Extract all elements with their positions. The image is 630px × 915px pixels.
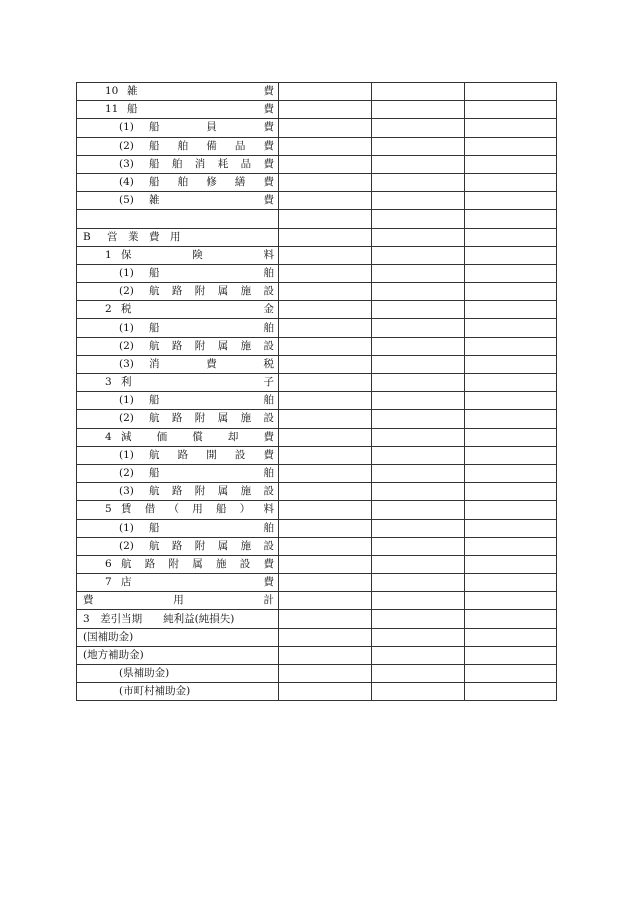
value-cell[interactable]	[465, 574, 557, 592]
value-cell[interactable]	[372, 246, 465, 264]
item-number: (1)	[119, 448, 134, 461]
value-cell[interactable]	[465, 301, 557, 319]
row-label-cell	[77, 537, 279, 555]
value-cell[interactable]	[372, 501, 465, 519]
table-row	[77, 155, 557, 173]
value-cell[interactable]	[372, 592, 465, 610]
item-label: 保険料	[121, 248, 274, 261]
value-cell[interactable]	[372, 374, 465, 392]
value-cell[interactable]	[465, 392, 557, 410]
table-row	[77, 264, 557, 282]
item-label: 航路附属施設	[149, 285, 274, 298]
item-number: (3)	[119, 357, 134, 370]
value-cell[interactable]	[279, 137, 372, 155]
table-row	[77, 137, 557, 155]
spacer-cell	[279, 210, 372, 228]
item-label: 船舶修繕費	[149, 176, 274, 189]
item-label: 航路開設費	[149, 448, 274, 461]
value-cell[interactable]	[465, 683, 557, 701]
row-label-cell	[77, 483, 279, 501]
row-label-cell	[77, 519, 279, 537]
value-cell[interactable]	[372, 555, 465, 573]
value-cell[interactable]	[465, 228, 557, 246]
item-number: (2)	[119, 285, 134, 298]
item-label: 船舶	[149, 394, 274, 407]
section-number: B	[83, 230, 91, 243]
value-cell[interactable]	[279, 628, 372, 646]
table-row	[77, 173, 557, 191]
value-cell[interactable]	[465, 155, 557, 173]
item-number: (1)	[119, 266, 134, 279]
item-number: 5	[105, 503, 112, 516]
item-label: 船員費	[149, 121, 274, 134]
item-label: 利子	[121, 376, 274, 389]
subsidy-row	[77, 628, 557, 646]
value-cell[interactable]	[279, 665, 372, 683]
section-label: 営 業 費 用	[107, 230, 181, 243]
item-label: 船舶	[149, 266, 274, 279]
subsidy-municipal-label: (市町村補助金)	[119, 685, 191, 698]
balance-label: 3 差引当期 純利益(純損失)	[83, 612, 235, 625]
table-row	[77, 283, 557, 301]
value-cell[interactable]	[279, 610, 372, 628]
value-cell[interactable]	[372, 446, 465, 464]
item-label: 税金	[121, 303, 274, 316]
subsidy-label-cell	[77, 628, 279, 646]
value-cell[interactable]	[279, 464, 372, 482]
value-cell[interactable]	[465, 355, 557, 373]
item-label: 船舶	[149, 467, 274, 480]
row-label-cell	[77, 337, 279, 355]
item-number: (2)	[119, 467, 134, 480]
spacer-row	[77, 210, 557, 228]
row-label-cell	[77, 101, 279, 119]
value-cell[interactable]	[279, 646, 372, 664]
value-cell[interactable]	[465, 537, 557, 555]
value-cell[interactable]	[279, 228, 372, 246]
row-label-cell	[77, 319, 279, 337]
value-cell[interactable]	[465, 192, 557, 210]
subsidy-label-cell	[77, 646, 279, 664]
value-cell[interactable]	[279, 392, 372, 410]
subsidy-row	[77, 683, 557, 701]
value-cell[interactable]	[465, 501, 557, 519]
item-number: (2)	[119, 139, 134, 152]
value-cell[interactable]	[465, 628, 557, 646]
subsidy-row	[77, 665, 557, 683]
value-cell[interactable]	[372, 173, 465, 191]
value-cell[interactable]	[279, 283, 372, 301]
item-label: 航路附属施設	[149, 539, 274, 552]
value-cell[interactable]	[372, 283, 465, 301]
value-cell[interactable]	[279, 574, 372, 592]
table-row	[77, 483, 557, 501]
row-label-cell	[77, 264, 279, 282]
value-cell[interactable]	[465, 374, 557, 392]
value-cell[interactable]	[279, 410, 372, 428]
value-cell[interactable]	[465, 173, 557, 191]
row-label-cell	[77, 301, 279, 319]
value-cell[interactable]	[279, 173, 372, 191]
item-label: 雑費	[149, 194, 274, 207]
table-row	[77, 355, 557, 373]
total-label: 費用計	[83, 594, 274, 607]
value-cell[interactable]	[465, 555, 557, 573]
row-label-cell	[77, 446, 279, 464]
item-number: (3)	[119, 485, 134, 498]
item-number: (3)	[119, 157, 134, 170]
table-row	[77, 519, 557, 537]
spacer-cell	[77, 210, 279, 228]
value-cell[interactable]	[465, 665, 557, 683]
value-cell[interactable]	[372, 519, 465, 537]
item-label: 船費	[127, 103, 274, 116]
item-number: (2)	[119, 339, 134, 352]
item-number: 6	[105, 557, 112, 570]
value-cell[interactable]	[465, 646, 557, 664]
item-number: (4)	[119, 176, 134, 189]
value-cell[interactable]	[279, 264, 372, 282]
subsidy-row	[77, 646, 557, 664]
value-cell[interactable]	[465, 592, 557, 610]
row-label-cell	[77, 574, 279, 592]
table-row	[77, 301, 557, 319]
table-row	[77, 464, 557, 482]
subsidy-label-cell	[77, 665, 279, 683]
value-cell[interactable]	[279, 537, 372, 555]
value-cell[interactable]	[372, 83, 465, 101]
value-cell[interactable]	[372, 410, 465, 428]
subsidy-prefectural-label: (県補助金)	[119, 667, 170, 680]
value-cell[interactable]	[372, 683, 465, 701]
value-cell[interactable]	[465, 101, 557, 119]
row-label-cell	[77, 173, 279, 191]
table-row	[77, 446, 557, 464]
value-cell[interactable]	[372, 646, 465, 664]
value-cell[interactable]	[372, 319, 465, 337]
table-row	[77, 83, 557, 101]
value-cell[interactable]	[279, 337, 372, 355]
table-row	[77, 119, 557, 137]
item-number: (1)	[119, 321, 134, 334]
balance-label-cell	[77, 610, 279, 628]
item-label: 航路附属施設	[149, 412, 274, 425]
row-label-cell	[77, 355, 279, 373]
row-label-cell	[77, 392, 279, 410]
value-cell[interactable]	[279, 446, 372, 464]
subsidy-label-cell	[77, 683, 279, 701]
value-cell[interactable]	[465, 446, 557, 464]
table-row	[77, 501, 557, 519]
value-cell[interactable]	[279, 246, 372, 264]
value-cell[interactable]	[465, 483, 557, 501]
table-row	[77, 374, 557, 392]
row-label-cell	[77, 246, 279, 264]
row-label-cell	[77, 374, 279, 392]
value-cell[interactable]	[279, 519, 372, 537]
row-label-cell	[77, 119, 279, 137]
value-cell[interactable]	[372, 537, 465, 555]
item-label: 航路附属施設	[149, 339, 274, 352]
item-label: 船舶備品費	[149, 139, 274, 152]
item-number: 10	[105, 85, 119, 98]
table-row	[77, 392, 557, 410]
table-row	[77, 574, 557, 592]
item-label: 雑費	[127, 85, 274, 98]
table-row	[77, 555, 557, 573]
item-number: (5)	[119, 194, 134, 207]
value-cell[interactable]	[465, 610, 557, 628]
value-cell[interactable]	[372, 628, 465, 646]
row-label-cell	[77, 428, 279, 446]
item-number: (2)	[119, 412, 134, 425]
item-label: 航路附属施設費	[121, 557, 274, 570]
item-label: 賃借（用船）料	[121, 503, 274, 516]
value-cell[interactable]	[279, 301, 372, 319]
item-label: 消費税	[149, 357, 274, 370]
value-cell[interactable]	[279, 374, 372, 392]
value-cell[interactable]	[279, 483, 372, 501]
item-number: 1	[105, 248, 112, 261]
expense-table	[76, 82, 557, 701]
balance-row	[77, 610, 557, 628]
value-cell[interactable]	[372, 483, 465, 501]
value-cell[interactable]	[279, 683, 372, 701]
value-cell[interactable]	[279, 83, 372, 101]
row-label-cell	[77, 192, 279, 210]
item-label: 船舶	[149, 521, 274, 534]
value-cell[interactable]	[372, 301, 465, 319]
row-label-cell	[77, 137, 279, 155]
table-row	[77, 337, 557, 355]
subsidy-local-label: (地方補助金)	[83, 648, 144, 661]
value-cell[interactable]	[372, 192, 465, 210]
item-label: 減価償却費	[121, 430, 274, 443]
row-label-cell	[77, 83, 279, 101]
item-number: 3	[105, 376, 112, 389]
value-cell[interactable]	[465, 337, 557, 355]
row-label-cell	[77, 283, 279, 301]
value-cell[interactable]	[372, 392, 465, 410]
item-label: 船舶消耗品費	[149, 157, 274, 170]
item-number: (2)	[119, 539, 134, 552]
value-cell[interactable]	[465, 119, 557, 137]
value-cell[interactable]	[372, 355, 465, 373]
value-cell[interactable]	[465, 246, 557, 264]
value-cell[interactable]	[279, 319, 372, 337]
value-cell[interactable]	[279, 592, 372, 610]
value-cell[interactable]	[372, 574, 465, 592]
row-label-cell	[77, 464, 279, 482]
row-label-cell	[77, 555, 279, 573]
value-cell[interactable]	[372, 264, 465, 282]
value-cell[interactable]	[465, 264, 557, 282]
table-row	[77, 319, 557, 337]
value-cell[interactable]	[465, 428, 557, 446]
item-number: (1)	[119, 394, 134, 407]
value-cell[interactable]	[372, 119, 465, 137]
value-cell[interactable]	[372, 101, 465, 119]
subsidy-national-label: (国補助金)	[83, 630, 134, 643]
value-cell[interactable]	[372, 155, 465, 173]
value-cell[interactable]	[465, 137, 557, 155]
value-cell[interactable]	[372, 464, 465, 482]
row-label-cell	[77, 501, 279, 519]
table-row	[77, 428, 557, 446]
table-row	[77, 192, 557, 210]
row-label-cell	[77, 155, 279, 173]
item-number: 4	[105, 430, 112, 443]
total-row	[77, 592, 557, 610]
item-number: (1)	[119, 521, 134, 534]
value-cell[interactable]	[279, 555, 372, 573]
value-cell[interactable]	[465, 464, 557, 482]
value-cell[interactable]	[465, 319, 557, 337]
value-cell[interactable]	[372, 228, 465, 246]
table-row	[77, 246, 557, 264]
total-label-cell	[77, 592, 279, 610]
value-cell[interactable]	[372, 610, 465, 628]
value-cell[interactable]	[465, 519, 557, 537]
table-row	[77, 410, 557, 428]
value-cell[interactable]	[372, 337, 465, 355]
value-cell[interactable]	[279, 355, 372, 373]
value-cell[interactable]	[279, 501, 372, 519]
section-label-cell	[77, 228, 279, 246]
value-cell[interactable]	[279, 119, 372, 137]
value-cell[interactable]	[279, 428, 372, 446]
value-cell[interactable]	[279, 192, 372, 210]
value-cell[interactable]	[279, 155, 372, 173]
value-cell[interactable]	[372, 665, 465, 683]
row-label-cell	[77, 410, 279, 428]
item-number: 7	[105, 576, 112, 589]
item-number: 11	[105, 103, 119, 116]
value-cell[interactable]	[465, 283, 557, 301]
table-row	[77, 101, 557, 119]
spacer-cell	[465, 210, 557, 228]
section-header-row	[77, 228, 557, 246]
item-label: 店費	[121, 576, 274, 589]
value-cell[interactable]	[465, 83, 557, 101]
spacer-cell	[372, 210, 465, 228]
item-number: 2	[105, 303, 112, 316]
value-cell[interactable]	[372, 137, 465, 155]
value-cell[interactable]	[279, 101, 372, 119]
value-cell[interactable]	[372, 428, 465, 446]
item-label: 航路附属施設	[149, 485, 274, 498]
item-label: 船舶	[149, 321, 274, 334]
item-number: (1)	[119, 121, 134, 134]
value-cell[interactable]	[465, 410, 557, 428]
expense-table-body	[77, 83, 557, 701]
table-row	[77, 537, 557, 555]
